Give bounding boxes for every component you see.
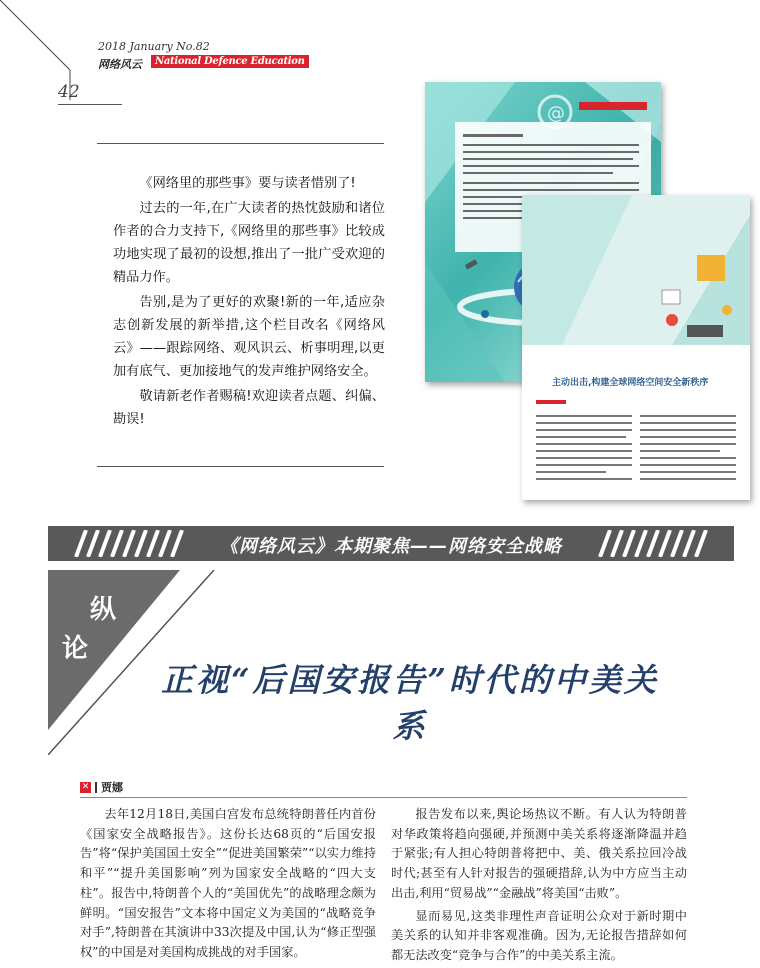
magazine-thumbnail-2 (522, 195, 750, 500)
svg-text:@: @ (547, 103, 565, 124)
issue-label: 2018 January No.82 (98, 40, 210, 53)
note-bottom-rule (97, 466, 384, 467)
section-char-1: 纵 (90, 595, 117, 625)
pen-icon: ✕ (81, 781, 90, 792)
banner-stripes-right (596, 530, 716, 557)
note-paragraph: 告别,是为了更好的欢聚!新的一年,适应杂志创新发展的新举措,这个栏目改名《网络风云》——跟踪网络、观风识云、析事明理,以更加有底气、更加接地气的发声维护网络安全。 (113, 295, 385, 379)
article-column-right (391, 805, 687, 968)
section-char-2: 论 (62, 634, 89, 664)
banner-title: 《网络风云》本期聚焦——网络安全战略 (220, 536, 562, 557)
column-name: 网络风云 (98, 58, 142, 71)
thumbnail-2-title: 主动出击,构建全球网络空间安全新秩序 (552, 378, 709, 388)
editorial-note (113, 172, 385, 433)
note-paragraph: 敬请新老作者赐稿!欢迎读者点题、纠偏、勘误! (113, 389, 385, 427)
note-paragraph: 《网络里的那些事》要与读者惜别了! (139, 176, 356, 191)
author-divider (95, 782, 97, 793)
note-top-rule (97, 143, 384, 144)
article-paragraph: 去年12月18日,美国白宫发布总统特朗普任内首份《国家安全战略报告》。这份长达68页的“后国安报告”将“保护美国国土安全”“促进美国繁荣”“以实力维持和平”“提升美国影响”列为国家安全战略的“四大支柱”。报告中,特朗普个人的“美国优先”的战略理念颇为鲜明。“国安报告”文本将中国定义为美国的“战略竞争对手”,特朗普在其演讲中33次提及中国,认为“修正型强权”的中国是对美国构成挑战的对手国家。 (80, 807, 376, 959)
page-number: 42 (58, 82, 80, 102)
article-headline: 正视“后国安报告”时代的中美关系 (161, 661, 659, 745)
brand-label: National Defence Education (151, 55, 309, 68)
thumbnail-2-art (522, 195, 750, 500)
header-rule (58, 104, 122, 105)
author-name: 贾娜 (101, 781, 123, 794)
article-paragraph: 显而易见,这类非理性声音证明公众对于新时期中美关系的认知并非客观准确。因为,无论报告措辞如何都无法改变“竞争与合作”的中美关系主流。 (391, 908, 687, 962)
article-column-left (80, 805, 376, 966)
author-rule (80, 797, 687, 798)
author-row (80, 780, 123, 794)
note-paragraph: 过去的一年,在广大读者的热忱鼓励和诸位作者的合力支持下,《网络里的那些事》比较成功地实现了最初的设想,推出了一批广受欢迎的精品力作。 (113, 201, 385, 285)
article-paragraph: 报告发布以来,舆论场热议不断。有人认为特朗普对华政策将趋向强硬,并预测中美关系将逐渐降温并趋于紧张;有人担心特朗普将把中、美、俄关系拉回冷战时代;甚至有人针对报告的强硬措辞,认为中方应当主动出击,利用“贸易战”“金融战”将美国“击败”。 (391, 807, 687, 900)
focus-banner (48, 526, 734, 561)
